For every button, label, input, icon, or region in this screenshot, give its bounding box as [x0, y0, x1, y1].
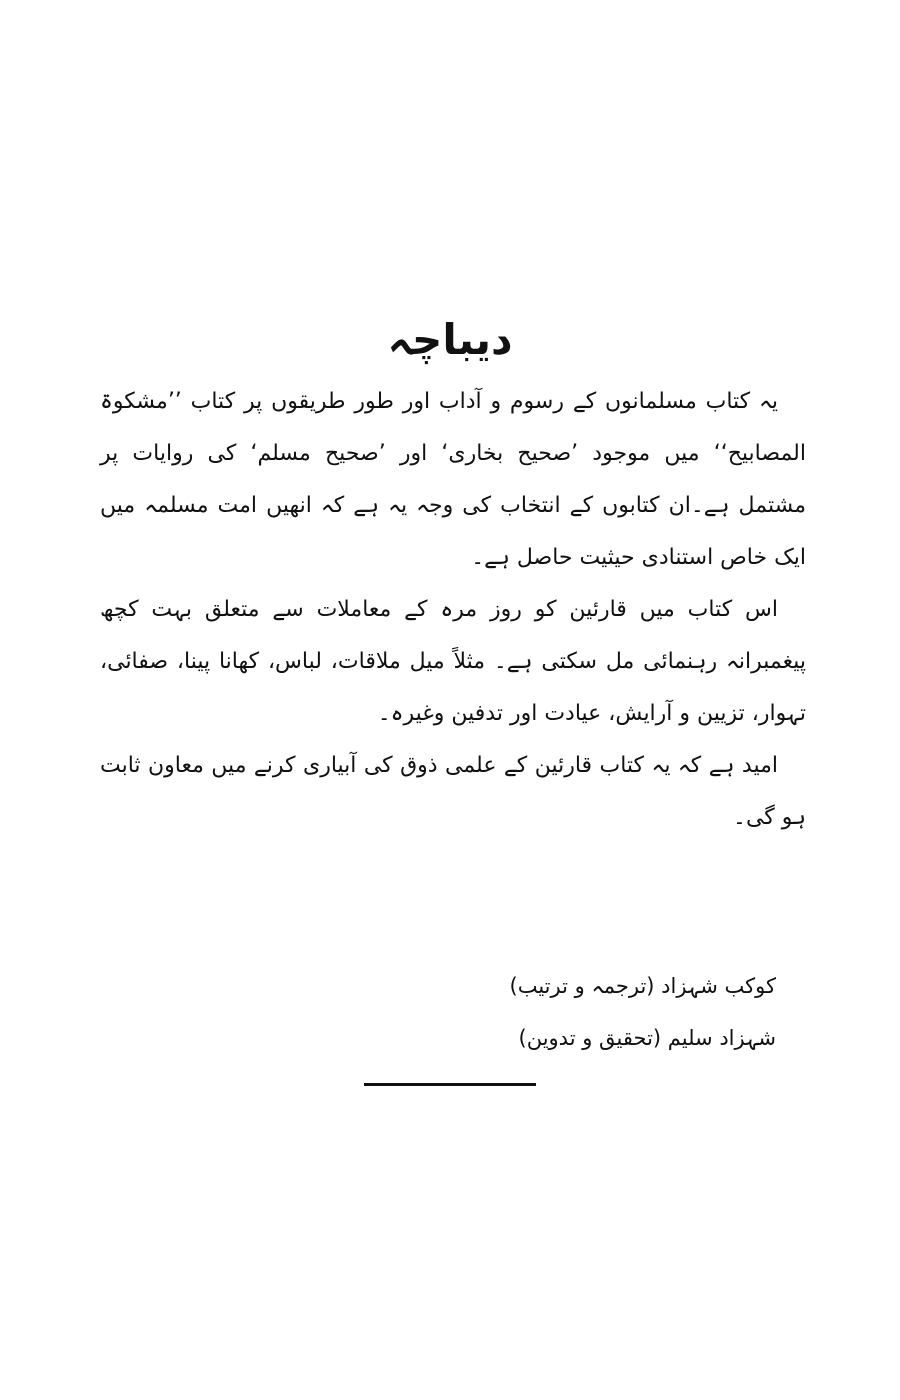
paragraph-3-text: امید ہے کہ یہ کتاب قارئین کے علمی ذوق کی آبیاری کرنے میں معاون ثابت ہو گی۔: [100, 753, 806, 830]
paragraph-3: [100, 740, 806, 844]
paragraph-1: [100, 376, 806, 584]
end-divider: [364, 1083, 536, 1086]
credit-translator: کوکب شہزاد (ترجمہ و ترتیب): [509, 974, 776, 998]
paragraph-2-text: اس کتاب میں قارئین کو روز مرہ کے معاملات سے متعلق بہت کچھ پیغمبرانہ رہنمائی مل سکتی ہے۔ مثلاً میل ملاقات، لباس، کھانا پینا، صفائی، تہوار، تزیین و آرایش، عیادت اور تدفین وغیرہ۔: [100, 597, 806, 726]
credits-block: [470, 960, 776, 1064]
credit-researcher: شہزاد سلیم (تحقیق و تدوین): [518, 1026, 776, 1050]
page-title: دیباچہ: [387, 315, 513, 365]
paragraph-2: [100, 584, 806, 740]
paragraph-1-text: یہ کتاب مسلمانوں کے رسوم و آداب اور طور طریقوں پر کتاب ’’مشکوۃ المصابیح‘‘ میں موجود ’صحیح بخاری‘ اور ’صحیح مسلم‘ کی روایات پر مشتمل ہے۔ان کتابوں کے انتخاب کی وجہ یہ ہے کہ انھیں امت مسلمہ میں ایک خاص استنادی حیثیت حاصل ہے۔: [100, 389, 806, 570]
preface-body: [100, 376, 806, 844]
